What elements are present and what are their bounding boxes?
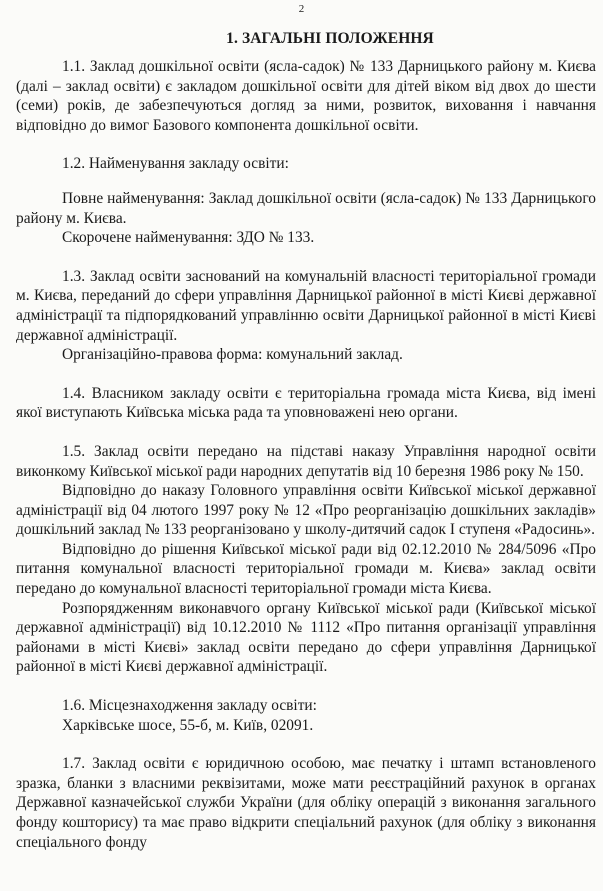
paragraph-1-1: 1.1. Заклад дошкільної освіти (ясла-садок) № 133 Дарницького району м. Києва (далі – заклад освіти) є закладом дошкільної освіти для дітей віком від двох до шести (семи) років, де забезпечуються догляд за ними, розвиток, виховання і навчання відповідно до вимог Базового компонента дошкільної освіти. <box>16 58 596 134</box>
paragraph-1-2-full-name: Повне найменування: Заклад дошкільної освіти (ясла-садок) № 133 Дарницького району м. Києва. <box>16 189 596 227</box>
paragraph-1-3-legal-form: Організаційно-правова форма: комунальний заклад. <box>62 346 403 364</box>
paragraph-1-3: 1.3. Заклад освіти заснований на комунальній власності територіальної громади м. Києва, переданий до сфери управління Дарницької районної в місті Києві державної адміністрації та підпорядкований управлінню освіти Дарницької районної в місті Києві державної адміністрації. <box>16 267 596 344</box>
paragraph-1-6-address: Харківське шосе, 55-б, м. Київ, 02091. <box>62 716 314 734</box>
paragraph-1-2-short-name: Скорочене найменування: ЗДО № 133. <box>62 229 315 247</box>
paragraph-1-5: 1.5. Заклад освіти передано на підставі наказу Управління народної освіти виконкому Київської міської ради народних депутатів від 10 березня 1986 року № 150. <box>16 442 596 480</box>
paragraph-1-2: 1.2. Найменування закладу освіти: <box>62 155 289 173</box>
page-number: 2 <box>298 3 305 15</box>
paragraph-1-7: 1.7. Заклад освіти є юридичною особою, має печатку і штамп встановленого зразка, бланки з власними реквізитами, може мати реєстраційний рахунок в органах Державної казначейської служби України (для обліку операцій з виконання загального фонду кошторису) та має право відкрити спеціальний рахунок (для обліку з виконання спеціального фонду <box>16 755 596 851</box>
paragraph-1-4: 1.4. Власником закладу освіти є територіальна громада міста Києва, від імені якої виступають Київська міська рада та уповноважені нею органи. <box>16 384 596 422</box>
paragraph-1-5-executive-order: Розпорядженням виконавчого органу Київської міської ради (Київської міської державної адміністрації) від 10.12.2010 № 1112 «Про питання організації управління районами в місті Києві» заклад освіти передано до сфери управління Дарницької районної в місті Києві державної адміністрації. <box>16 599 596 676</box>
section-heading: 1. ЗАГАЛЬНІ ПОЛОЖЕННЯ <box>226 30 434 47</box>
paragraph-1-6: 1.6. Місцезнаходження закладу освіти: <box>62 697 317 715</box>
paragraph-1-5-reorganization: Відповідно до наказу Головного управління освіти Київської міської державної адміністрації від 04 лютого 1997 року № 12 «Про реорганізацію дошкільних закладів» дошкільний заклад № 133 реорганізовано у школу-дитячий садок I ступеня «Радосинь». <box>16 482 596 539</box>
document-body <box>16 57 596 852</box>
paragraph-1-5-city-council-decision: Відповідно до рішення Київської міської ради від 02.12.2010 № 284/5096 «Про питання комунальної власності територіальної громади м. Києва» заклад освіти передано до комунальної власності територіальної громади міста Києва. <box>16 540 596 598</box>
